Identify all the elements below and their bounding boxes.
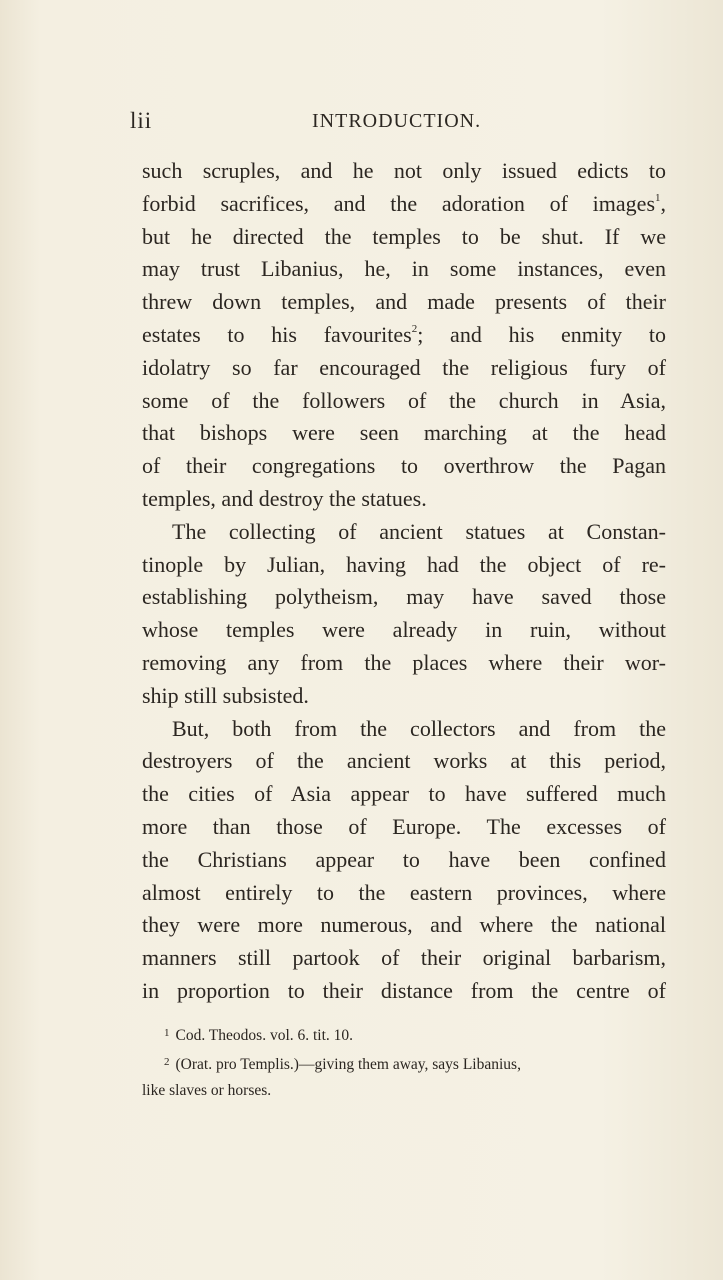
page-number: lii [130,108,153,133]
text-line-content: forbid sacrifices, and the adoration of images [142,190,655,216]
text-line: almost entirely to the eastern provinces, where [142,879,666,905]
text-line: but he directed the temples to be shut. If we [142,223,666,249]
footnote-ref: 1 [655,191,661,204]
footnote-2 [142,1049,666,1078]
footnote-ref: 2 [411,322,418,335]
text-line-tail: ; and his enmity to [417,321,666,347]
footnote-mark: 1 [164,1027,170,1039]
text-line: the cities of Asia appear to have suffered much [142,781,666,807]
text-line [142,319,666,352]
text-line-tail: , [660,190,666,216]
text-line: temples, and destroy the statues. [142,485,427,511]
footnotes [142,1020,666,1104]
text-line: idolatry so far encouraged the religious fury of [142,354,666,380]
text-line: of their congregations to overthrow the Pagan [142,453,666,479]
text-line: that bishops were seen marching at the head [142,420,666,446]
text-line: But, both from the collectors and from the [172,715,666,741]
text-line: such scruples, and he not only issued edicts to [142,158,666,183]
footnote-2-continued: like slaves or horses. [142,1082,272,1099]
body-text [142,155,666,1008]
running-head: INTRODUCTION. [312,110,482,132]
text-line: removing any from the places where their wor- [142,649,666,675]
footnote-text: (Orat. pro Templis.)—giving them away, says Libanius, [175,1056,521,1073]
footnote-text: Cod. Theodos. vol. 6. tit. 10. [175,1027,354,1044]
text-line: ship still subsisted. [142,682,309,708]
text-line: whose temples were already in ruin, without [142,617,666,643]
text-line: the Christians appear to have been confined [142,846,666,872]
text-line: tinople by Julian, having had the object of re- [142,551,666,577]
text-line: The collecting of ancient statues at Constan- [172,518,666,544]
text-line-content: estates to his favourites [142,321,412,347]
page-header [130,108,670,138]
text-line: threw down temples, and made presents of their [142,289,666,315]
text-line: destroyers of the ancient works at this period, [142,748,666,774]
text-line: in proportion to their distance from the centre of [142,977,666,1003]
text-line: they were more numerous, and where the national [142,912,666,938]
text-line [142,188,666,221]
footnote-1 [142,1020,666,1049]
text-line: more than those of Europe. The excesses of [142,813,666,839]
text-line: some of the followers of the church in Asia, [142,387,666,413]
text-line: manners still partook of their original barbarism, [142,945,666,971]
footnote-mark: 2 [164,1056,170,1068]
text-line: establishing polytheism, may have saved those [142,584,666,610]
text-line: may trust Libanius, he, in some instances, even [142,256,666,282]
